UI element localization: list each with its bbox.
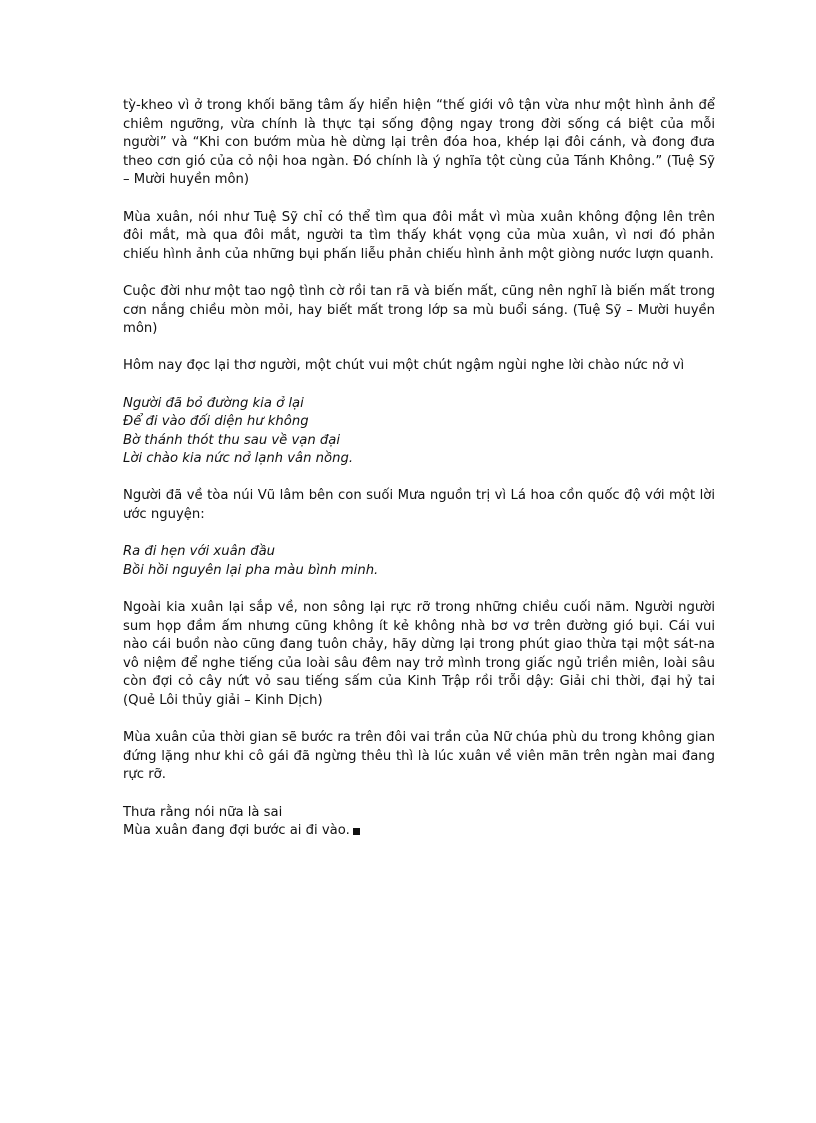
verse-line: Bờ thánh thót thu sau về vạn đại — [123, 432, 341, 448]
end-mark-icon — [353, 828, 360, 835]
closing-line-last — [123, 822, 715, 841]
verse-line: Ra đi hẹn với xuân đầu — [123, 544, 276, 560]
verse-line: Người đã bỏ đường kia ở lại — [123, 395, 304, 411]
paragraph-tanh-khong: tỳ-kheo vì ở trong khối băng tâm ấy hiển hiện “thế giới vô tận vừa như một hình ảnh để chiêm ngưỡng, vừa chính là thực tại sống động ngay trong đời sống cá biệt của mỗi người” và “Khi con bướm mùa hè dừng lại trên đóa hoa, khép lại đôi cánh, và đong đưa theo cơn gió của cỏ nội hoa ngàn. Đó chính là ý nghĩa tột cùng của Tánh Không.” (Tuệ Sỹ – Mười huyền môn) — [123, 98, 715, 188]
verse-block-2 — [123, 543, 715, 580]
paragraph-mua-xuan-doi-mat: Mùa xuân, nói như Tuệ Sỹ chỉ có thể tìm qua đôi mắt vì mùa xuân không động lên trên đôi mắt, mà qua đôi mắt, người ta tìm thấy khát vọng của mùa xuân, vì nơi đó phản chiếu hình ảnh của những bụi phấn liễu phản chiếu hình ảnh một giòng nước lượn quanh. — [123, 209, 715, 262]
closing-line: Thưa rằng nói nữa là sai — [123, 804, 283, 820]
verse-block-1 — [123, 395, 715, 469]
verse-line: Lời chào kia nức nở lạnh vân nồng. — [123, 451, 354, 467]
paragraph-ngoai-kia: Ngoài kia xuân lại sắp về, non sông lại rực rỡ trong những chiều cuối năm. Người người sum họp đầm ấm nhưng cũng không ít kẻ không nhà bơ vơ trên đường gió bụi. Cái vui nào cái buồn nào cũng đang tuôn chảy, hãy dừng lại trong phút giao thừa tại một sát-na vô niệm để nghe tiếng của loài sâu đêm nay trở mình trong giấc ngủ triền miên, loài sâu còn đợi cỏ cây nứt vỏ sau tiếng sấm của Kinh Trập rồi trỗi dậy: Giải chi thời, đại hỷ tai (Quẻ Lôi thủy giải – Kinh Dịch) — [123, 600, 715, 708]
closing-verse — [123, 804, 715, 841]
document-page — [123, 97, 715, 841]
paragraph-vu-lam: Người đã về tòa núi Vũ lâm bên con suối Mưa nguồn trị vì Lá hoa cồn quốc độ với một lời ước nguyện: — [123, 488, 715, 523]
paragraph-hom-nay: Hôm nay đọc lại thơ người, một chút vui một chút ngậm ngùi nghe lời chào nức nở vì — [123, 358, 685, 374]
paragraph-cuoc-doi: Cuộc đời như một tao ngộ tình cờ rồi tan rã và biến mất, cũng nên nghĩ là biến mất trong cơn nắng chiều mòn mỏi, hay biết mất trong lớp sa mù buổi sáng. (Tuệ Sỹ – Mười huyền môn) — [123, 283, 715, 337]
closing-line-text: Mùa xuân đang đợi bước ai đi vào. — [123, 823, 350, 839]
verse-line: Để đi vào đối diện hư không — [123, 414, 309, 430]
paragraph-mua-xuan-thoi-gian: Mùa xuân của thời gian sẽ bước ra trên đôi vai trần của Nữ chúa phù du trong không gian đứng lặng như khi cô gái đã ngừng thêu thì là lúc xuân về viên mãn trên ngàn mai đang rực rỡ. — [123, 730, 715, 783]
verse-line: Bồi hồi nguyên lại pha màu bình minh. — [123, 562, 379, 578]
